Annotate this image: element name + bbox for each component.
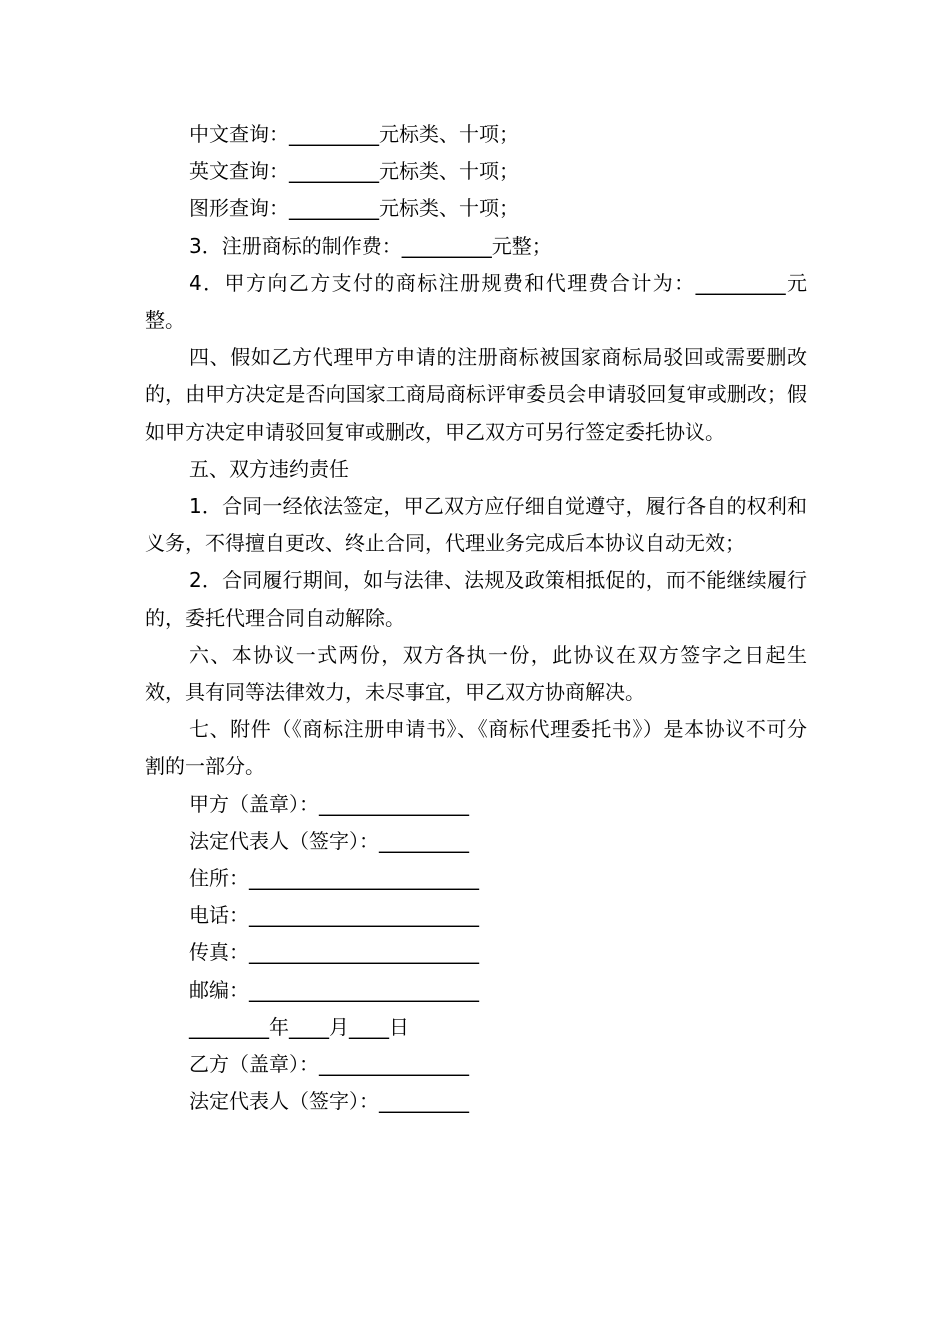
signature-party-b-representative: 法定代表人（签字）：_________ bbox=[189, 1089, 469, 1114]
paragraph-section-five-heading: 五、双方违约责任 bbox=[189, 456, 349, 481]
paragraph-section-five-item-2: 2．合同履行期间，如与法律、法规及政策相抵促的，而不能继续履行的，委托代理合同自动解除。 bbox=[145, 568, 807, 630]
paragraph-section-six: 六、本协议一式两份，双方各执一份，此协议在双方签字之日起生效，具有同等法律效力，未尽事宜，甲乙双方协商解决。 bbox=[145, 642, 807, 705]
paragraph-section-four: 四、假如乙方代理甲方申请的注册商标被国家商标局驳回或需要删改的，由甲方决定是否向国家工商局商标评审委员会申请驳回复审或删改；假如甲方决定申请驳回复审或删改，甲乙双方可另行签定委托协议。 bbox=[145, 345, 807, 444]
signature-party-b-seal: 乙方（盖章）：_______________ bbox=[189, 1052, 469, 1077]
signature-party-a-representative: 法定代表人（签字）：_________ bbox=[189, 828, 469, 853]
paragraph-trademark-production-fee: 3．注册商标的制作费：_________元整； bbox=[189, 233, 552, 258]
document-body bbox=[145, 116, 807, 1120]
paragraph-graphic-query-fee: 图形查询：_________元标类、十项； bbox=[189, 196, 519, 221]
signature-party-a-seal: 甲方（盖章）：_______________ bbox=[189, 791, 469, 816]
paragraph-section-five-item-1: 1．合同一经依法签定，甲乙双方应仔细自觉遵守，履行各自的权利和义务，不得擅自更改、终止合同，代理业务完成后本协议自动无效； bbox=[145, 494, 807, 556]
paragraph-english-query-fee: 英文查询：_________元标类、十项； bbox=[189, 159, 519, 184]
signature-postcode: 邮编：_______________________ bbox=[189, 977, 479, 1002]
signature-address: 住所：_______________________ bbox=[189, 866, 479, 891]
paragraph-section-seven: 七、附件（《商标注册申请书》、《商标代理委托书》）是本协议不可分割的一部分。 bbox=[145, 717, 807, 779]
signature-phone: 电话：_______________________ bbox=[189, 903, 479, 928]
signature-date: ________年____月____日 bbox=[189, 1014, 409, 1039]
paragraph-total-fee: 4．甲方向乙方支付的商标注册规费和代理费合计为：_________元整。 bbox=[145, 270, 807, 333]
paragraph-chinese-query-fee: 中文查询：_________元标类、十项； bbox=[189, 122, 519, 146]
signature-fax: 传真：_______________________ bbox=[189, 940, 479, 965]
